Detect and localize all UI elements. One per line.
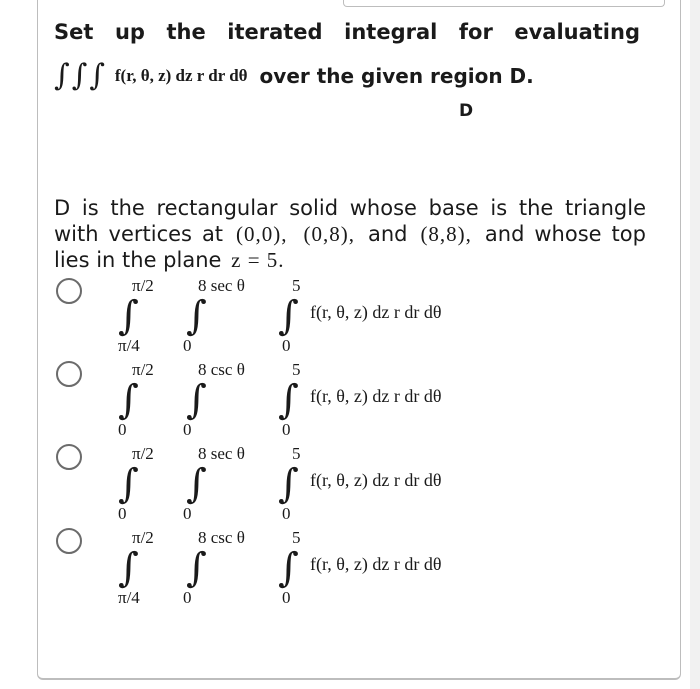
integral-sign: ∫: [118, 377, 139, 423]
option-1[interactable]: π/2 ∫ π/4 8 sec θ ∫ 0 5 ∫ 0 f(r, θ, z) dz r dr dθ: [118, 276, 442, 355]
integral-sign: ∫: [118, 545, 139, 591]
question-title: Set up the iterated integral for evaluating: [54, 20, 640, 44]
integral-sign: ∫: [278, 545, 299, 591]
option-2[interactable]: π/2 ∫ 0 8 csc θ ∫ 0 5 ∫ 0 f(r, θ, z) dz r dr dθ: [118, 360, 442, 439]
integral-sign: ∫: [278, 377, 299, 423]
question-integral-line: [54, 58, 534, 93]
option-3[interactable]: π/2 ∫ 0 8 sec θ ∫ 0 5 ∫ 0 f(r, θ, z) dz r dr dθ: [118, 444, 442, 523]
question-title-rest: over the given region D.: [259, 63, 534, 88]
card-tab: [343, 0, 665, 7]
integral-sign: ∫: [186, 377, 207, 423]
integral-sign: ∫: [118, 293, 139, 339]
region-label: D: [459, 101, 474, 121]
integral-sign: ∫: [278, 293, 299, 339]
region-description: D is the rectangular solid whose base is the triangle with vertices at (0,0), (0,8), and (8,8), and whose top lies in the plane z = 5.: [54, 196, 646, 272]
integral-sign: ∫: [186, 293, 207, 339]
triple-integral-sign: ∫∫∫: [54, 58, 107, 93]
integral-sign: ∫: [118, 461, 139, 507]
integral-sign: ∫: [186, 545, 207, 591]
integral-sign: ∫: [186, 461, 207, 507]
question-integrand: f(r, θ, z) dz r dr dθ: [114, 65, 248, 85]
option-4[interactable]: π/2 ∫ π/4 8 csc θ ∫ 0 5 ∫ 0 f(r, θ, z) dz r dr dθ: [118, 528, 442, 607]
integral-sign: ∫: [278, 461, 299, 507]
